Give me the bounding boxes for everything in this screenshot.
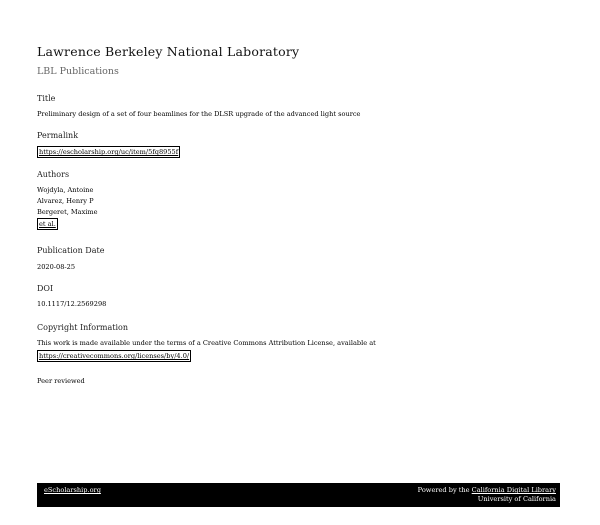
series-subheading: LBL Publications [37, 66, 119, 77]
author-list [37, 185, 98, 230]
author-item: Bergeret, Maxime [37, 208, 98, 216]
author-item: Alvarez, Henry P [37, 197, 94, 205]
copyright-text: This work is made available under the terms of a Creative Commons Attribution License, available at [37, 339, 376, 347]
cdl-link[interactable]: California Digital Library [471, 486, 556, 494]
publication-date-label: Publication Date [37, 246, 105, 255]
institution-heading: Lawrence Berkeley National Laboratory [37, 44, 300, 59]
title-label: Title [37, 94, 56, 103]
footer-credit [418, 486, 556, 504]
footer-bar [37, 483, 560, 507]
permalink-link[interactable]: https://escholarship.org/uc/item/5fq8955f [39, 148, 179, 156]
authors-more-link[interactable]: et al. [39, 220, 56, 228]
copyright-label: Copyright Information [37, 323, 129, 332]
doi-value: 10.1117/12.2569298 [37, 300, 107, 308]
author-item: Wojdyla, Antoine [37, 186, 94, 194]
license-link[interactable]: https://creativecommons.org/licenses/by/4.0/ [39, 352, 190, 360]
permalink-label: Permalink [37, 131, 79, 140]
publication-date-value: 2020-08-25 [37, 263, 76, 271]
powered-by-text: Powered by the [417, 486, 472, 494]
doi-label: DOI [37, 284, 54, 293]
authors-label: Authors [37, 170, 70, 179]
escholarship-link[interactable]: eScholarship.org [44, 486, 101, 494]
university-text: University of California [477, 495, 556, 503]
title-value: Preliminary design of a set of four beamlines for the DLSR upgrade of the advanced light source [37, 110, 361, 118]
peer-review-status: Peer reviewed [37, 377, 85, 385]
